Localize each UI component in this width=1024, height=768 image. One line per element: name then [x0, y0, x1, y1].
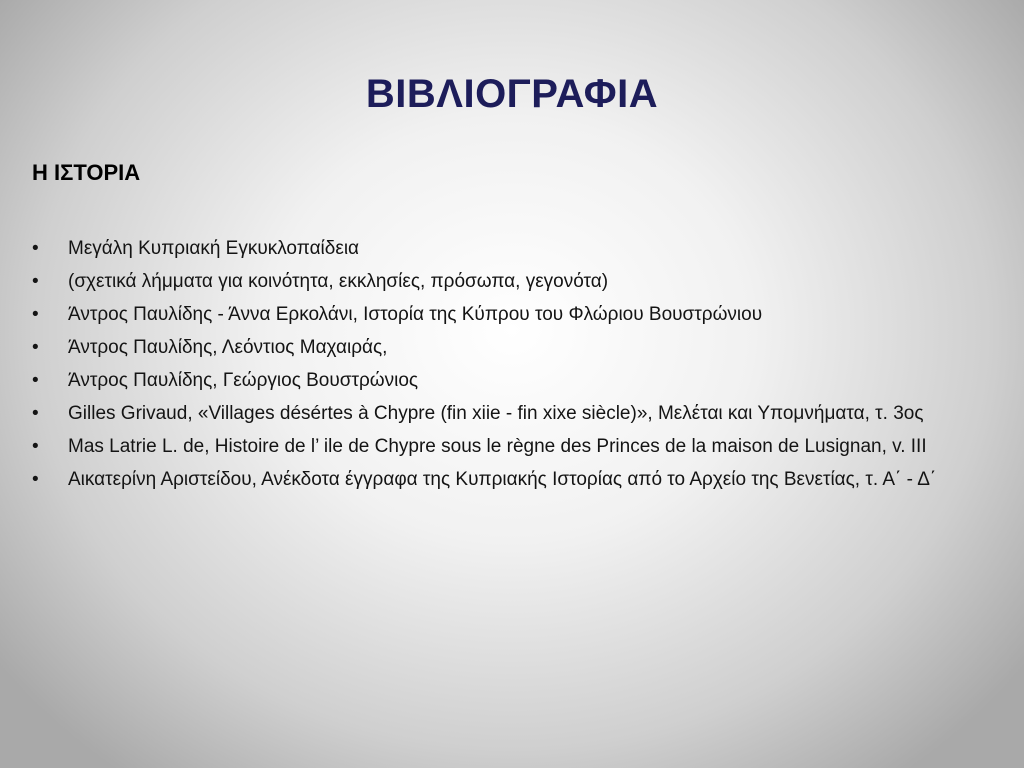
slide-title: ΒΙΒΛΙΟΓΡΑΦΙΑ — [365, 72, 659, 116]
bullet-icon: • — [32, 469, 39, 490]
list-item-text: Άντρος Παυλίδης - Άννα Ερκολάνι, Ιστορία της Κύπρου του Φλώριου Βουστρώνιου — [68, 304, 763, 325]
list-item — [32, 269, 982, 295]
list-item-text: Gilles Grivaud, «Villages désértes à Chypre (fin xiie - fin xixe siècle)», Μελέται και Υπομνήματα, τ. 3ος — [68, 403, 924, 424]
list-item-text: (σχετικά λήμματα για κοινότητα, εκκλησίες, πρόσωπα, γεγονότα) — [68, 271, 609, 292]
list-item — [32, 467, 982, 493]
bullet-icon: • — [32, 238, 39, 259]
bullet-icon: • — [32, 337, 39, 358]
list-item — [32, 302, 982, 328]
list-item-text: Άντρος Παυλίδης, Λεόντιος Μαχαιράς, — [68, 337, 388, 358]
section-heading: Η ΙΣΤΟΡΙΑ — [32, 160, 141, 185]
list-item-text: Άντρος Παυλίδης, Γεώργιος Βουστρώνιος — [68, 370, 419, 391]
bullet-icon: • — [32, 271, 39, 292]
list-item — [32, 401, 982, 427]
bibliography-list — [32, 236, 982, 500]
list-item — [32, 434, 982, 460]
list-item — [32, 236, 982, 262]
bullet-icon: • — [32, 403, 39, 424]
list-item — [32, 368, 982, 394]
bullet-icon: • — [32, 304, 39, 325]
list-item — [32, 335, 982, 361]
list-item-text: Μεγάλη Κυπριακή Εγκυκλοπαίδεια — [68, 238, 360, 259]
list-item-text: Mas Latrie L. de, Histoire de l’ ile de Chypre sous le règne des Princes de la maison de Lusignan, v. III — [68, 436, 927, 457]
bullet-icon: • — [32, 370, 39, 391]
bullet-icon: • — [32, 436, 39, 457]
list-item-text: Αικατερίνη Αριστείδου, Ανέκδοτα έγγραφα της Κυπριακής Ιστορίας από το Αρχείο της Βενετίας, τ. Α΄ - Δ΄ — [68, 469, 937, 490]
